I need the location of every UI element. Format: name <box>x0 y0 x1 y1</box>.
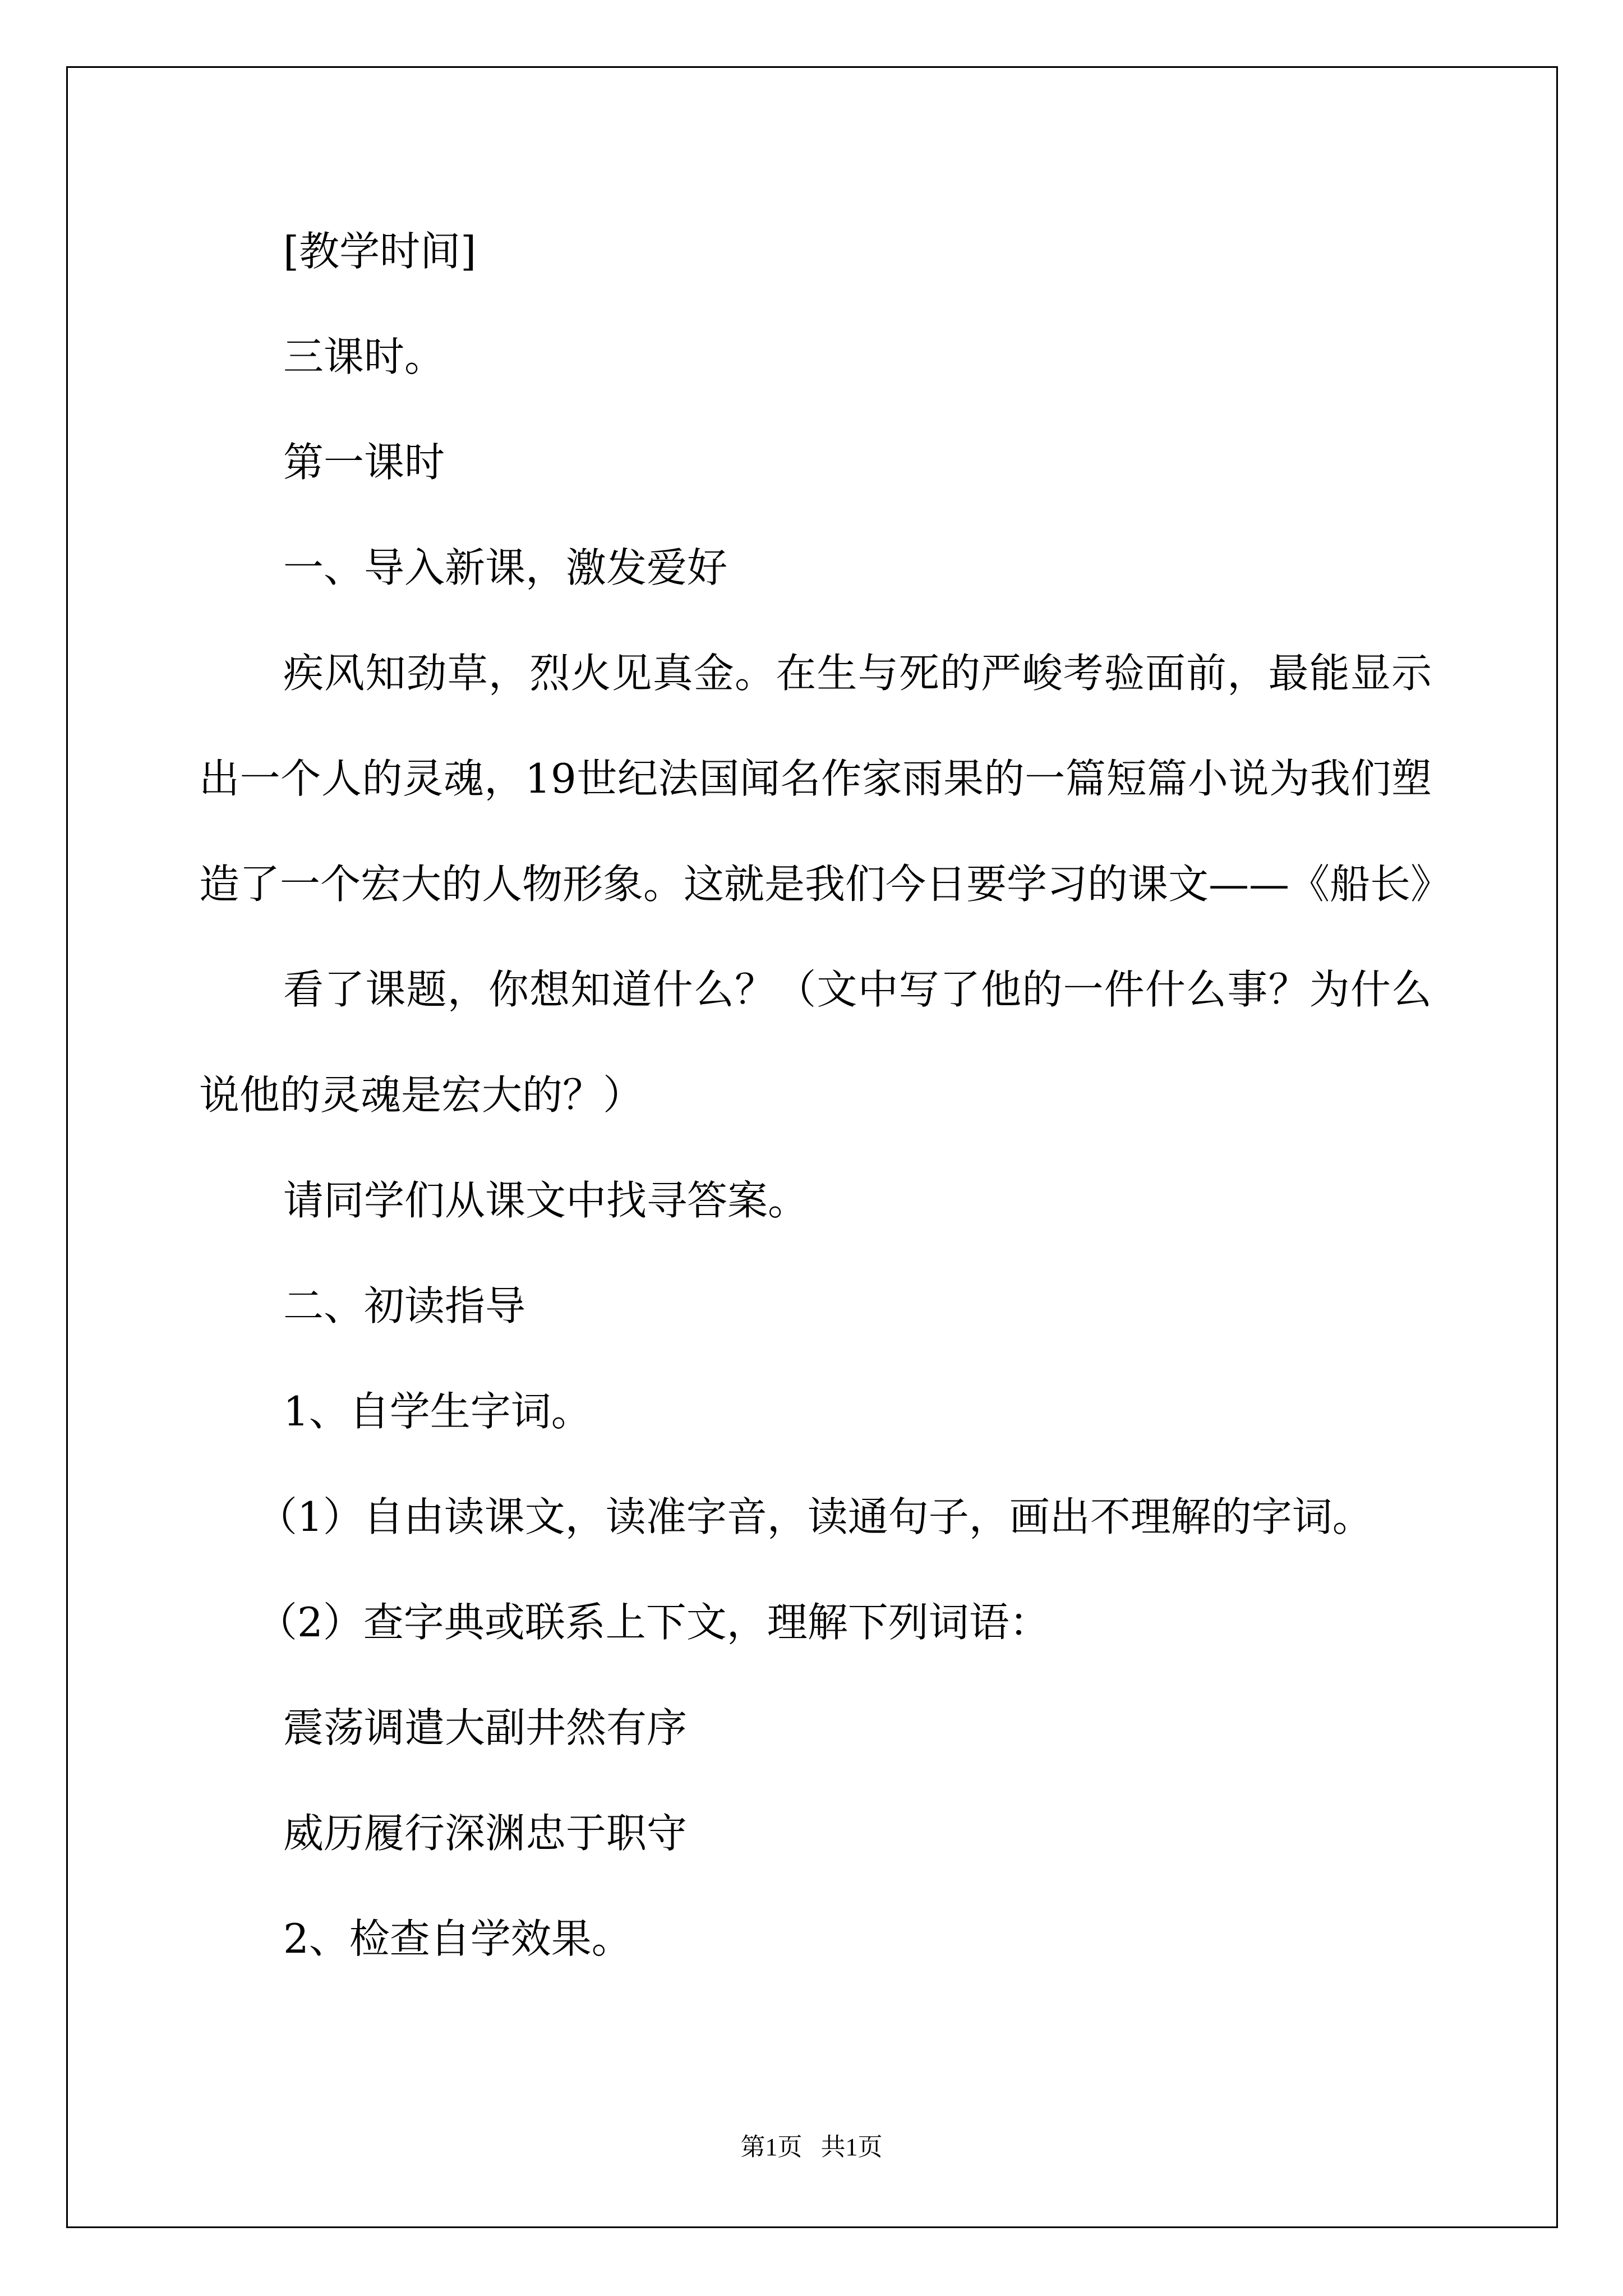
paragraph-find-answers: 请同学们从课文中找寻答案。 <box>283 1177 809 1224</box>
heading-section-2: 二、初读指导 <box>283 1282 526 1329</box>
paragraph-question-line-2: 说他的灵魂是宏大的？） <box>199 1071 644 1119</box>
list-item-1: 1、自学生字词。 <box>283 1388 592 1435</box>
paragraph-intro-line-3: 造了一个宏大的人物形象。这就是我们今日要学习的课文——《船长》 <box>199 861 1451 908</box>
vocabulary-line-2: 威历履行深渊忠于职守 <box>283 1810 688 1857</box>
paragraph-question-line-1: 看了课题，你想知道什么？（文中写了他的一件什么事？为什么 <box>283 966 1432 1013</box>
heading-section-1: 一、导入新课，激发爱好 <box>283 544 728 591</box>
list-item-2: 2、检查自学效果。 <box>283 1915 632 1962</box>
paragraph-intro-line-1: 疾风知劲草，烈火见真金。在生与死的严峻考验面前，最能显示 <box>283 650 1432 697</box>
sub-item-1: （1）自由读课文，读准字音，读通句子，画出不理解的字词。 <box>257 1493 1373 1540</box>
paragraph-three-lessons: 三课时。 <box>283 333 445 380</box>
sub-item-2: （2）查字典或联系上下文，理解下列词语： <box>257 1599 1050 1646</box>
paragraph-teaching-time: [教学时间] <box>283 228 477 275</box>
paragraph-intro-line-2: 出一个人的灵魂，19世纪法国闻名作家雨果的一篇短篇小说为我们塑 <box>199 755 1432 802</box>
vocabulary-line-1: 震荡调遣大副井然有序 <box>283 1704 688 1751</box>
page-border <box>66 66 1558 2228</box>
page-footer: 第1页 共1页 <box>740 2133 883 2161</box>
heading-first-lesson: 第一课时 <box>283 439 445 486</box>
